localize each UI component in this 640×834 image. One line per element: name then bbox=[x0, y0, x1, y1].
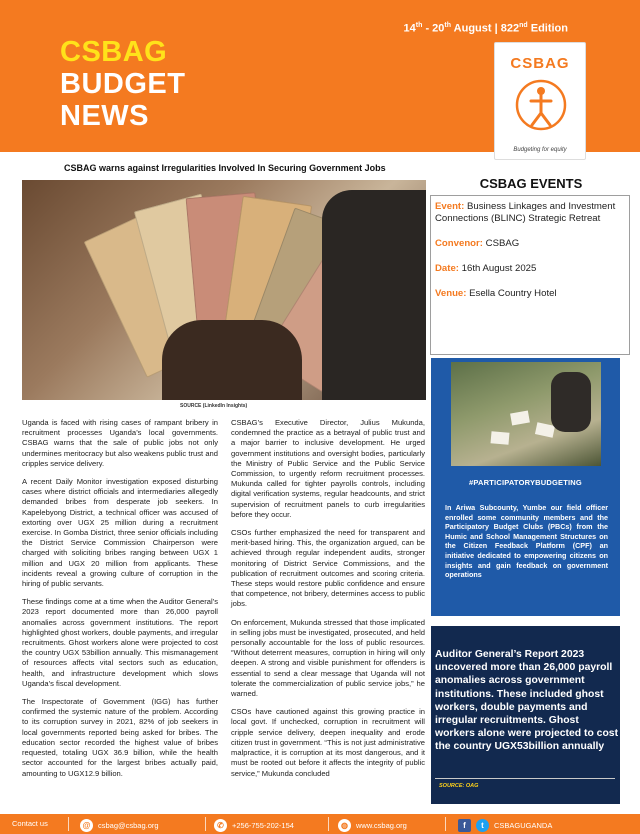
masthead-title bbox=[60, 36, 185, 132]
csbag-logo bbox=[494, 42, 586, 160]
date-label: Date: bbox=[435, 263, 459, 274]
footer-website[interactable] bbox=[338, 819, 407, 832]
date-value: 16th August 2025 bbox=[459, 263, 537, 274]
edition-label: Edition bbox=[527, 22, 568, 35]
paragraph-7: On enforcement, Mukunda stressed that those implicated in selling jobs must be investigated, prosecuted, and held personally accountable for the loss of public resources. “Without deterrent measures, corruption in hiring will only deepen. A strong and visible punishment for offenders is essential to send a clear message that Uganda will not tolerate the commercialization of public service jobs,” he warned. bbox=[231, 617, 425, 699]
event-label: Event: bbox=[435, 201, 465, 212]
date-row bbox=[435, 263, 625, 275]
pb-hashtag: #PARTICIPATORYBUDGETING bbox=[469, 478, 582, 487]
edition-number: August | 822 bbox=[451, 22, 520, 35]
convenor-row bbox=[435, 238, 625, 250]
article-left-column bbox=[22, 418, 218, 787]
article-headline: CSBAG warns against Irregularities Involved In Securing Government Jobs bbox=[64, 163, 386, 173]
hand-shadow bbox=[322, 190, 426, 400]
venue-value: Esella Country Hotel bbox=[466, 288, 557, 299]
facebook-icon[interactable]: f bbox=[458, 819, 471, 832]
paragraph-1: Uganda is faced with rising cases of rampant bribery in recruitment processes Uganda’s local governments. CSBAG warns that the sale of public jobs not only undermines meritocracy but also weakens public trust and cripples service delivery. bbox=[22, 418, 218, 468]
email-icon: @ bbox=[80, 819, 93, 832]
events-title: CSBAG EVENTS bbox=[479, 176, 583, 191]
phone-icon: ✆ bbox=[214, 819, 227, 832]
pb-text: In Ariwa Subcounty, Yumbe our field officer enrolled some community members and the Participatory Budget Clubs (PBCs) from the Humic and School Management Structures on the Citizen Feedback Platform (CPF) an initiative dedicated to empowering citizens on insights and gain feedback on government operations bbox=[445, 503, 608, 580]
edition-sup-1: th bbox=[415, 22, 423, 29]
convenor-value: CSBAG bbox=[482, 238, 520, 249]
person-figure bbox=[551, 372, 591, 432]
participatory-budgeting-panel bbox=[431, 358, 620, 616]
article-middle-column bbox=[231, 418, 425, 787]
paragraph-6: CSOs further emphasized the need for transparent and merit-based hiring. This, the organization argued, can be achieved through regular independent audits, stronger monitoring of District Service Commissions, and the publication of recruitment outcomes and scoring criteria. These steps would restore public confidence and ensure that competence, not bribery, determines access to public jobs. bbox=[231, 528, 425, 609]
logo-tagline: Budgeting for equity bbox=[513, 147, 567, 153]
event-value: Business Linkages and Investment Connections (BLINC) Strategic Retreat bbox=[435, 201, 616, 224]
twitter-icon[interactable]: t bbox=[476, 819, 489, 832]
event-row bbox=[435, 201, 625, 225]
paragraph-3: These findings come at a time when the Auditor General’s 2023 report documented more than 26,000 payroll anomalies across government institutions. The report highlighted ghost workers, double payments, and irregular recruitments. Ghost workers alone were projected to cost the country UGX 53billion annually. This mismanagement of resources affects vital sectors such as education, health, and infrastructure development which slows Uganda’s fiscal development. bbox=[22, 597, 218, 688]
report-text: Auditor General’s Report 2023 uncovered more than 26,000 payroll anomalies across government institutions. These included ghost workers, double payments and irregular recruitments. Ghost workers alone were projected to cost the country UGX53billion annually bbox=[435, 649, 619, 753]
globe-icon: ◍ bbox=[338, 819, 351, 832]
paper-1 bbox=[510, 411, 530, 426]
paragraph-2: A recent Daily Monitor investigation exposed disturbing cases where district officials and intermediaries allegedly demanded bribes from desperate job seekers. In Kapelebyong District, a technical officer was accused of extorting over UGX 25 million during a recruitment exercise. In Gomba District, three senior officials including the District Service Commission Chairperson were charged with soliciting bribes ranging between UGX 1 million and UGX 20 million from applicants. These incidents reveal a growing culture of corruption in the hiring of public servants. bbox=[22, 477, 218, 589]
masthead-line-3: NEWS bbox=[60, 100, 149, 132]
edition-info bbox=[404, 22, 568, 35]
edition-sup-3: nd bbox=[519, 22, 528, 29]
paragraph-8: CSOs have cautioned against this growing practice in local govt. If unchecked, corruption in recruitment will cripple service delivery, deepen inequality and erode citizen trust in government. “This is not just administrative malpractice, it is corruption at its most dangerous, and it must be rooted out before it affects the integrity of public service,” Mukunda concluded bbox=[231, 707, 425, 778]
paper-3 bbox=[491, 431, 510, 445]
footer-separator bbox=[445, 817, 446, 831]
events-box bbox=[430, 195, 630, 355]
report-source: SOURCE: OAG bbox=[439, 783, 479, 789]
footer-separator bbox=[68, 817, 69, 831]
article-photo bbox=[22, 180, 426, 400]
phone-text[interactable]: +256-755-202-154 bbox=[232, 821, 294, 830]
social-handle[interactable]: CSBAGUGANDA bbox=[494, 821, 553, 830]
masthead-line-1: CSBAG bbox=[60, 36, 168, 68]
contact-label: Contact us bbox=[12, 819, 48, 828]
email-text[interactable]: csbag@csbag.org bbox=[98, 821, 159, 830]
report-divider bbox=[435, 778, 615, 779]
edition-sup-2: th bbox=[444, 22, 452, 29]
website-text[interactable]: www.csbag.org bbox=[356, 821, 407, 830]
footer-bar bbox=[0, 814, 640, 834]
pb-photo bbox=[451, 362, 601, 466]
masthead-line-2: BUDGET bbox=[60, 68, 186, 100]
logo-name: CSBAG bbox=[510, 55, 570, 72]
footer-email[interactable] bbox=[80, 819, 159, 832]
edition-day-start: 14 bbox=[403, 22, 416, 35]
venue-row bbox=[435, 288, 625, 300]
paragraph-5: CSBAG’s Executive Director, Julius Mukunda, condemned the practice as a betrayal of public trust and a major barrier to inclusive development. He urged government institutions and oversight bodies, particularly the Ministry of Public Service and the Public Service Commission, to urgently reform recruitment processes. Mukunda called for tighter payrolls controls, including digital verification systems, regular headcounts, and strict supervision of recruitment panels to curb irregularities before they occur. bbox=[231, 418, 425, 519]
venue-label: Venue: bbox=[435, 288, 467, 299]
convenor-label: Convenor: bbox=[435, 238, 483, 249]
paragraph-4: The Inspectorate of Government (IGG) has further confirmed the systemic nature of the problem. According to its corruption survey in 2021, 82% of job seekers in local governments reported being asked for bribes. The education sector recorded the highest value of bribes requested, totaling UGX 36.9 billion, while the health sector accounted for the largest bribes actually paid, amounting to UGX12.9 billion. bbox=[22, 697, 218, 778]
footer-separator bbox=[205, 817, 206, 831]
photo-source: SOURCE (LinkedIn Insights) bbox=[180, 403, 248, 409]
header-banner bbox=[0, 0, 640, 152]
footer-phone[interactable] bbox=[214, 819, 294, 832]
footer-separator bbox=[328, 817, 329, 831]
auditor-report-panel bbox=[431, 626, 620, 804]
edition-day-end: - 20 bbox=[422, 22, 445, 35]
hand bbox=[162, 320, 302, 400]
footer-contact bbox=[12, 819, 48, 828]
logo-figure-icon bbox=[513, 75, 569, 137]
footer-social[interactable] bbox=[458, 819, 552, 832]
